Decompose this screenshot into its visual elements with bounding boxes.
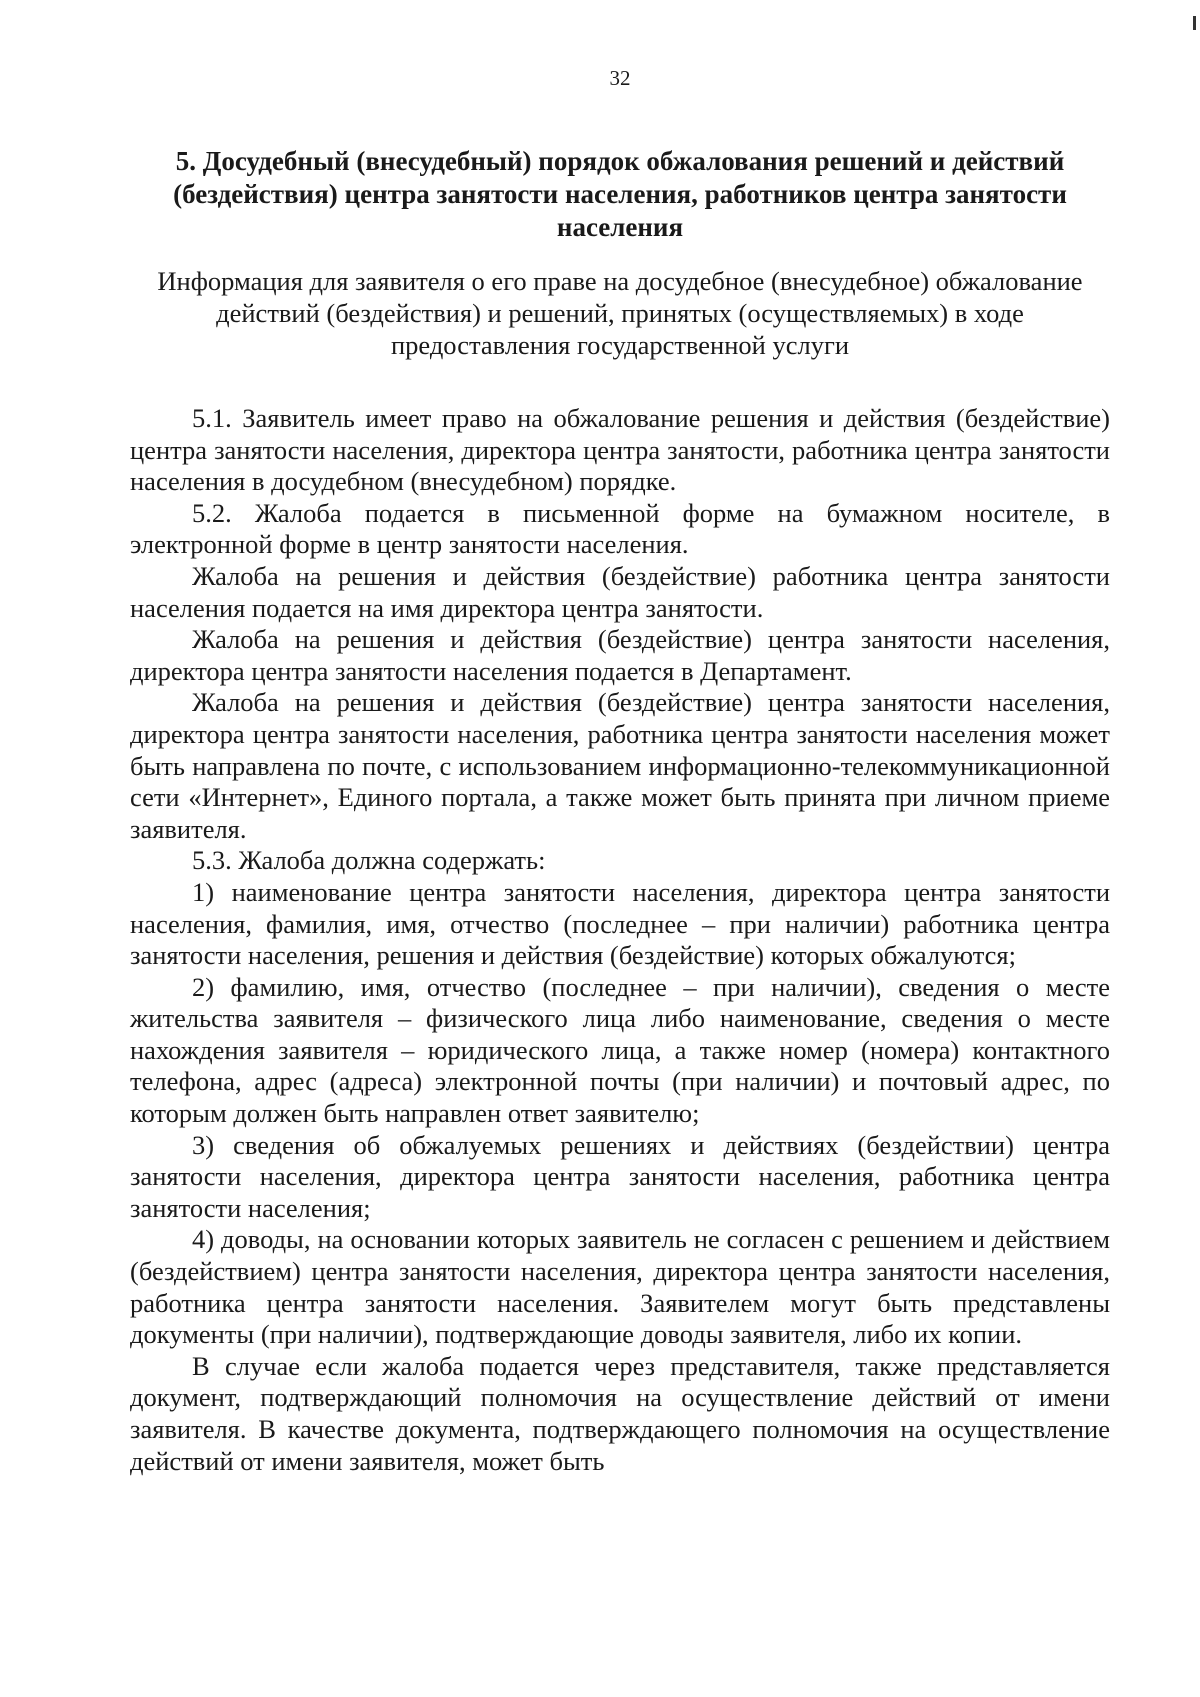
list-item-2: 2) фамилию, имя, отчество (последнее – при наличии), сведения о месте жительства заявителя – физического лица либо наименование, сведения о месте нахождения заявителя – юридического лица, а также номер (номера) контактного телефона, адрес (адреса) электронной почты (при наличии) и почтовый адрес, по которым должен быть направлен ответ заявителю; <box>130 971 1110 1129</box>
scan-edge-mark <box>1193 16 1196 30</box>
paragraph-complaint-employee: Жалоба на решения и действия (бездействие) работника центра занятости населения подается на имя директора центра занятости. <box>130 560 1110 623</box>
paragraph-complaint-center: Жалоба на решения и действия (бездействие) центра занятости населения, директора центра занятости населения подается в Департамент. <box>130 624 1110 686</box>
paragraph-representative: В случае если жалоба подается через представителя, также представляется документ, подтверждающий полномочия на осуществление действий от имени заявителя. В качестве документа, подтверждающего полномочия на осуществление действий от имени заявителя, может быть <box>130 1350 1110 1476</box>
list-item-3: 3) сведения об обжалуемых решениях и действиях (бездействии) центра занятости населения, директора центра занятости населения, работника центра занятости населения; <box>130 1129 1110 1223</box>
paragraph-5-1: 5.1. Заявитель имеет право на обжалование решения и действия (бездействие) центра занятости населения, директора центра занятости, работника центра занятости населения в досудебном (внесудебном) порядке. <box>130 403 1110 497</box>
list-item-4: 4) доводы, на основании которых заявитель не согласен с решением и действием (бездействием) центра занятости населения, директора центра занятости населения, работника центра занятости населения. Заявителем могут быть представлены документы (при наличии), подтверждающие доводы заявителя, либо их копии. <box>130 1224 1110 1350</box>
list-item-1: 1) наименование центра занятости населения, директора центра занятости населения, фамилия, имя, отчество (последнее – при наличии) работника центра занятости населения, решения и действия (бездействие) которых обжалуются; <box>130 876 1110 971</box>
paragraph-5-3: 5.3. Жалоба должна содержать: <box>192 845 546 876</box>
paragraph-complaint-channels: Жалоба на решения и действия (бездействие) центра занятости населения, директора центра занятости населения, работника центра занятости населения может быть направлена по почте, с использованием информационно-телекоммуникационной сети «Интернет», Единого портала, а также может быть принята при личном приеме заявителя. <box>130 687 1110 844</box>
page-number: 32 <box>609 66 631 90</box>
section-subtitle: Информация для заявителя о его праве на досудебное (внесудебное) обжалование действий (бездействия) и решений, принятых (осуществляемых) в ходе предоставления государственной услуги <box>157 266 1083 360</box>
paragraph-5-2: 5.2. Жалоба подается в письменной форме на бумажном носителе, в электронной форме в центр занятости населения. <box>130 497 1110 560</box>
body-text <box>130 403 1110 1477</box>
section-title: 5. Досудебный (внесудебный) порядок обжалования решений и действий (бездействия) центра занятости населения, работников центра занятости населения <box>173 146 1067 242</box>
